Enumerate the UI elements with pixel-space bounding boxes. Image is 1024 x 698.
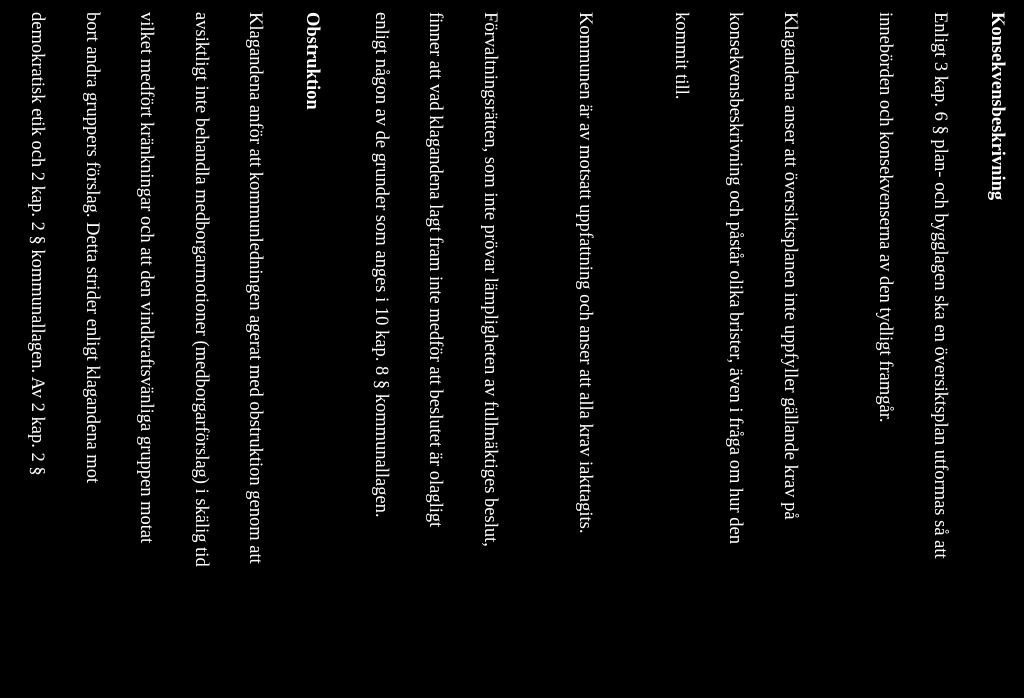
text-line: konsekvensbeskrivning och påstår olika brister, även i fråga om hur den xyxy=(725,12,746,545)
text-line: bort andra gruppers förslag. Detta strider enligt klagandena mot xyxy=(81,12,102,484)
text-line: avsiktligt inte behandla medborgarmotioner (medborgarförslag) i skälig tid xyxy=(190,12,211,567)
section-heading: Konsekvensbeskrivning xyxy=(987,12,1007,201)
text-line: Enligt 3 kap. 6 § plan- och bygglagen ska en översiktsplan utformas så att xyxy=(929,12,950,559)
paragraph xyxy=(844,12,980,690)
paragraph xyxy=(639,12,829,690)
text-line: demokratisk etik och 2 kap. 2 § kommunallagen. Av 2 kap. 2 § xyxy=(27,12,48,476)
text-line: enligt någon av de grunder som anges i 10 kap. 8 § kommunallagen. xyxy=(370,12,391,518)
text-line: Förvaltningsrätten, som inte prövar lämpligheten av fullmäktiges beslut, xyxy=(479,12,500,547)
paragraph xyxy=(544,12,626,690)
text-line: vilket medfört kränkningar och att den vindkraftsvänliga gruppen motat xyxy=(136,12,157,544)
section-konsekvensbeskrivning xyxy=(339,12,1010,690)
text-line: Klagandena anser att översiktsplanen inte uppfyller gällande krav på xyxy=(779,12,800,520)
text-line: Kommunen är av motsatt uppfattning och anser att alla krav iakttagits. xyxy=(575,12,596,534)
section-heading: Obstruktion xyxy=(302,12,323,110)
text-line: Klagandena anför att kommunledningen agerat med obstruktion genom att xyxy=(244,12,265,564)
paragraph xyxy=(339,12,529,690)
section-obstruktion xyxy=(0,12,325,690)
text-line: innebörden och konsekvenserna av den tydligt framgår. xyxy=(875,12,896,423)
text-line: kommit till. xyxy=(670,12,691,100)
paragraph xyxy=(0,12,295,690)
text-line: finner att vad klagandena lagt fram inte medför att beslutet är olagligt xyxy=(425,12,446,528)
